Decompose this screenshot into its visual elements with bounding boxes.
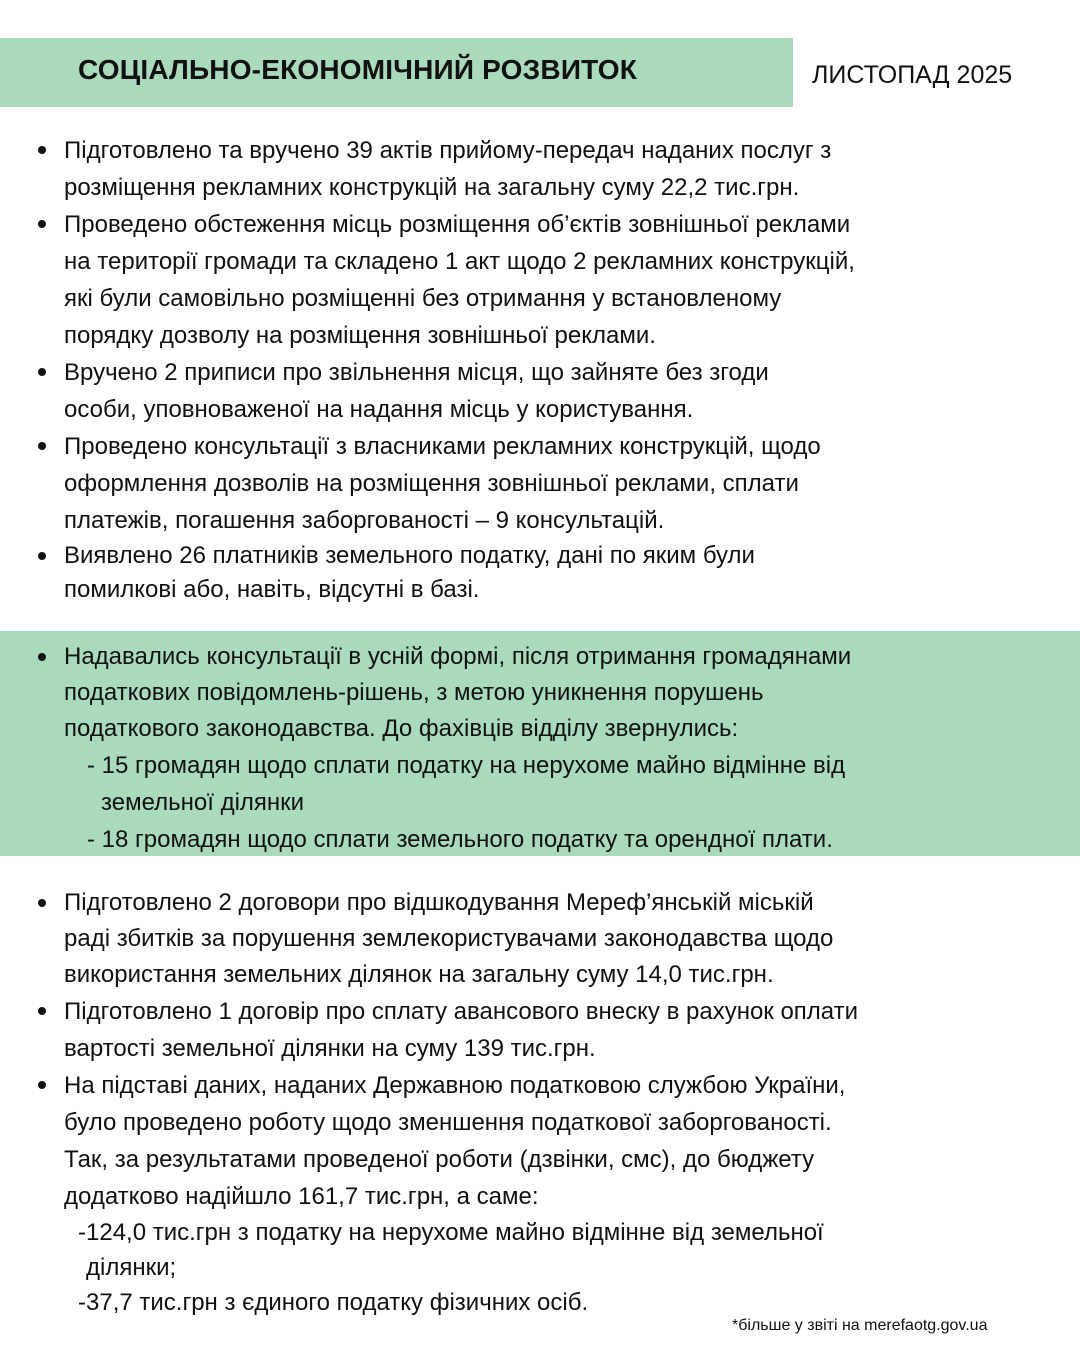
item-text: платежів, погашення заборгованості – 9 консультацій.	[64, 507, 665, 534]
item-text: оформлення дозволів на розміщення зовнішньої реклами, сплати	[64, 470, 799, 497]
list-item	[0, 885, 1080, 993]
bullet-icon	[38, 220, 46, 228]
sub-item	[0, 1215, 1080, 1285]
item-text: на території громади та складено 1 акт щодо 2 рекламних конструкцій,	[64, 248, 855, 275]
item-text: Виявлено 26 платників земельного податку, дані по яким були	[64, 542, 755, 569]
item-text: розміщення рекламних конструкцій на загальну суму 22,2 тис.грн.	[64, 174, 800, 201]
item-text: додатково надійшло 161,7 тис.грн, а саме:	[64, 1183, 539, 1210]
bullet-icon	[38, 1081, 46, 1089]
section-advertising	[0, 132, 1080, 607]
sub-item	[0, 1285, 1080, 1320]
sub-item	[0, 747, 1080, 821]
item-text: податкових повідомлень-рішень, з метою уникнення порушень	[64, 679, 764, 706]
item-text: Так, за результатами проведеної роботи (дзвінки, смс), до бюджету	[64, 1146, 815, 1173]
bullet-icon	[38, 552, 46, 560]
page-title: СОЦІАЛЬНО-ЕКОНОМІЧНИЙ РОЗВИТОК	[78, 54, 638, 85]
item-text: Вручено 2 приписи про звільнення місця, що зайняте без згоди	[64, 359, 769, 386]
bullet-icon	[38, 899, 46, 907]
bullet-icon	[38, 653, 46, 661]
bullet-icon	[38, 146, 46, 154]
sub-item-text: - 15 громадян щодо сплати податку на нерухоме майно відмінне від	[87, 752, 846, 779]
item-text: порядку дозволу на розміщення зовнішньої реклами.	[64, 322, 656, 349]
list-item	[0, 354, 1080, 428]
item-text: Проведено обстеження місць розміщення об’єктів зовнішньої реклами	[64, 211, 851, 238]
item-text: Підготовлено 2 договори про відшкодування Мереф’янській міській	[64, 889, 814, 916]
item-text: Проведено консультації з власниками рекламних конструкцій, щодо	[64, 433, 821, 460]
list-item	[0, 639, 1080, 747]
item-text: помилкові або, навіть, відсутні в базі.	[64, 576, 480, 603]
bullet-icon	[38, 368, 46, 376]
item-text: На підставі даних, наданих Державною податковою службою України,	[64, 1072, 846, 1099]
bullet-icon	[38, 1007, 46, 1015]
list-item	[0, 428, 1080, 539]
sub-item-text: ділянки;	[86, 1254, 177, 1281]
bullet-icon	[38, 442, 46, 450]
section-tax-consultations	[0, 639, 1080, 858]
sub-item-text: - 18 громадян щодо сплати земельного податку та орендної плати.	[87, 826, 833, 853]
list-item	[0, 132, 1080, 206]
item-text: які були самовільно розміщенні без отримання у встановленому	[64, 285, 782, 312]
item-text: Підготовлено 1 договір про сплату авансового внеску в рахунок оплати	[64, 998, 859, 1025]
item-text: Підготовлено та вручено 39 актів прийому-передач наданих послуг з	[64, 137, 832, 164]
sub-item-text: -124,0 тис.грн з податку на нерухоме майно відмінне від земельної	[78, 1219, 824, 1246]
item-text: Надавались консультації в усній формі, після отримання громадянами	[64, 643, 852, 670]
report-period: ЛИСТОПАД 2025	[812, 61, 1013, 89]
list-item	[0, 1067, 1080, 1215]
item-text: було проведено роботу щодо зменшення податкової заборгованості.	[64, 1109, 832, 1136]
list-item	[0, 539, 1080, 607]
item-text: вартості земельної ділянки на суму 139 тис.грн.	[64, 1035, 596, 1062]
list-item	[0, 993, 1080, 1067]
footnote-link: *більше у звіті на merefaotg.gov.ua	[732, 1317, 988, 1334]
item-text: використання земельних ділянок на загальну суму 14,0 тис.грн.	[64, 961, 774, 988]
item-text: раді збитків за порушення землекористувачами законодавства щодо	[64, 925, 834, 952]
sub-item	[0, 821, 1080, 858]
sub-item-text: -37,7 тис.грн з єдиного податку фізичних осіб.	[78, 1289, 589, 1316]
list-item	[0, 206, 1080, 354]
section-land-and-debts	[0, 885, 1080, 1320]
sub-item-text: земельної ділянки	[101, 789, 305, 816]
item-text: податкового законодавства. До фахівців відділу звернулись:	[64, 715, 739, 742]
item-text: особи, уповноваженої на надання місць у користування.	[64, 396, 694, 423]
